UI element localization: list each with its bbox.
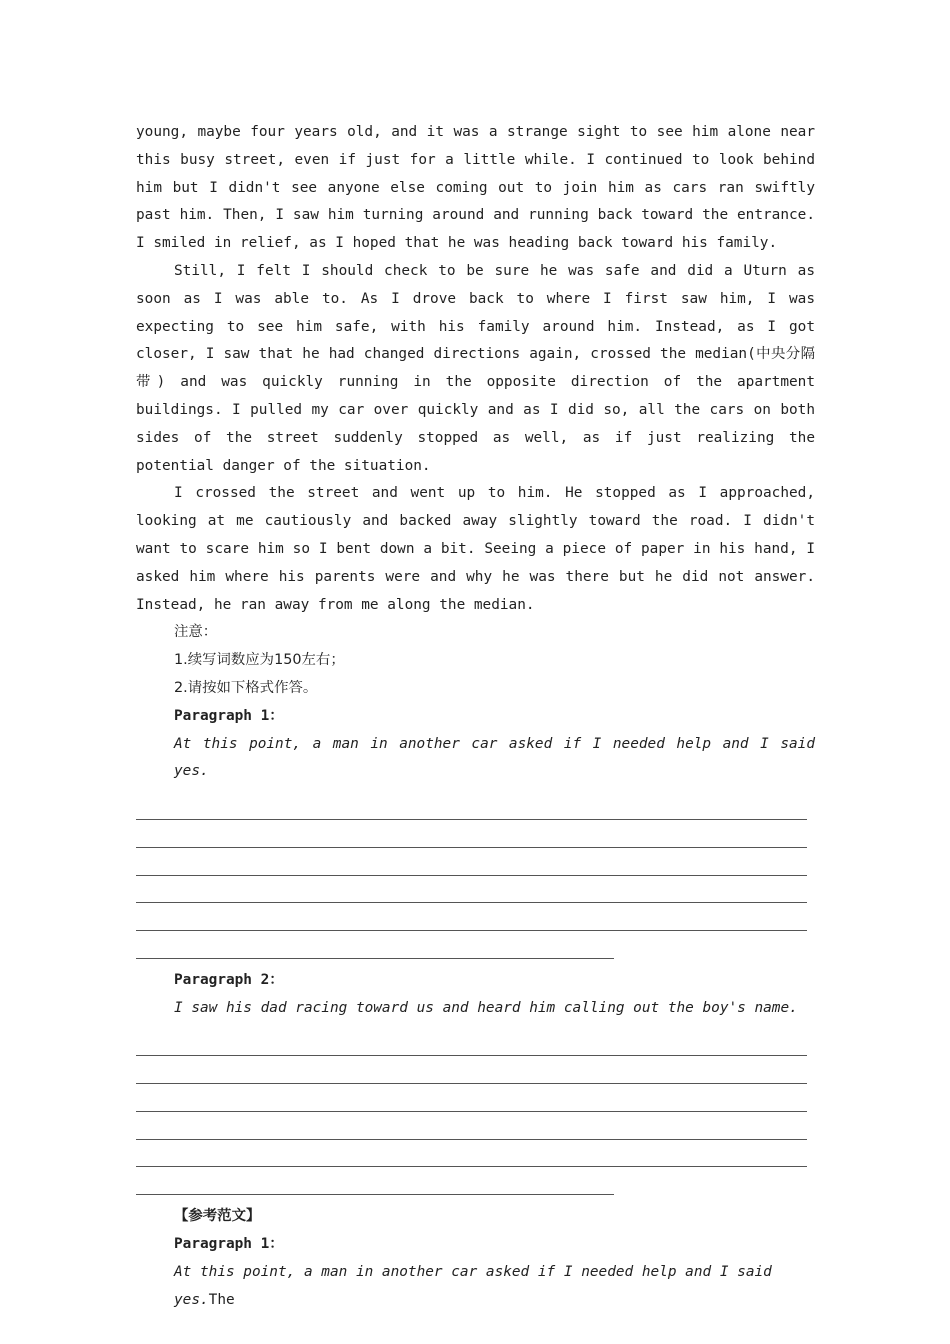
answer-line[interactable]: [136, 1029, 807, 1057]
notes-heading: 注意：: [174, 624, 218, 641]
reference-paragraph-1-text: [136, 1259, 815, 1315]
answer-line[interactable]: [136, 820, 807, 848]
paragraph-2-answer-lines: [136, 1029, 815, 1196]
reference-prompt: At this point, a man in another car asked if I needed help and I said yes.: [174, 1263, 772, 1308]
paragraph-1-prompt: At this point, a man in another car asked if I needed help and I said yes.: [174, 735, 815, 780]
reference-continuation: The: [208, 1291, 235, 1308]
answer-line[interactable]: [136, 1140, 807, 1168]
reference-paragraph-1-label: Paragraph 1：: [174, 1236, 284, 1253]
story-paragraph-1: young, maybe four years old, and it was a strange sight to see him alone near this busy street, even if just for a little while. I continued to look behind him but I didn't see anyone else coming out to join him as cars ran swiftly past him. Then, I saw him turning around and running back toward the entrance. I smiled in relief, as I hoped that he was heading back toward his family.: [136, 124, 815, 252]
answer-line[interactable]: [136, 848, 807, 876]
notes-item-2: 2.请按如下格式作答。: [174, 679, 318, 696]
answer-line[interactable]: [136, 876, 807, 904]
paragraph-1-label: Paragraph 1：: [174, 707, 284, 724]
answer-line[interactable]: [136, 931, 614, 959]
answer-line[interactable]: [136, 792, 807, 820]
document-page: [136, 119, 815, 1314]
paragraph-2-label: Paragraph 2：: [174, 971, 284, 988]
story-paragraph-3: I crossed the street and went up to him. He stopped as I approached, looking at me cautiously and backed away slightly toward the road. I didn't want to scare him so I bent down a bit. Seeing a piece of paper in his hand, I asked him where his parents were and why he was there but he did not answer. Instead, he ran away from me along the median.: [136, 485, 815, 613]
story-paragraph-2: Still, I felt I should check to be sure he was safe and did a Uturn as soon as I was able to. As I drove back to where I first saw him, I was expecting to see him safe, with his family around him. Instead, as I got closer, I saw that he had changed directions again, crossed the median(中央分隔带) and was quickly running in the opposite direction of the apartment buildings. I pulled my car over quickly and as I did so, all the cars on both sides of the street suddenly stopped as well, as if just realizing the potential danger of the situation.: [136, 262, 815, 474]
answer-line[interactable]: [136, 1112, 807, 1140]
notes-item-1: 1.续写词数应为150左右；: [174, 652, 345, 669]
answer-line[interactable]: [136, 1084, 807, 1112]
answer-line[interactable]: [136, 1056, 807, 1084]
answer-line[interactable]: [136, 1167, 614, 1195]
paragraph-1-answer-lines: [136, 792, 815, 959]
paragraph-2-prompt: I saw his dad racing toward us and heard him calling out the boy's name.: [174, 999, 798, 1016]
reference-heading: 【参考范文】: [174, 1208, 261, 1225]
answer-line[interactable]: [136, 903, 807, 931]
